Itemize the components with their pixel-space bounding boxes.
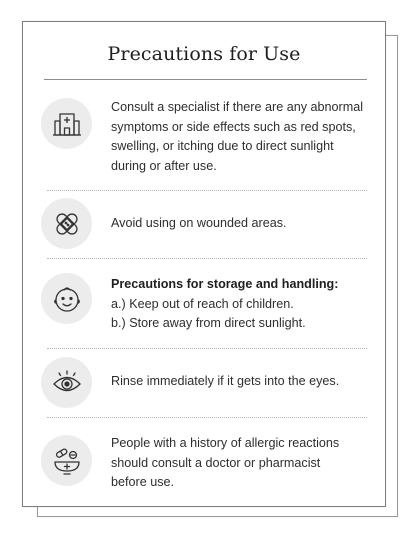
precaution-text: Precautions for storage and handling: a.) Keep out of reach of children. b.) Store away from direct sunlight. [111, 275, 373, 334]
item-divider [47, 258, 367, 259]
item-divider [47, 348, 367, 349]
pills-bowl-icon [41, 435, 92, 486]
item-divider [47, 417, 367, 418]
precaution-text: Rinse immediately if it gets into the eyes. [111, 374, 340, 388]
storage-heading: Precautions for storage and handling: [111, 277, 339, 291]
title-divider [44, 79, 367, 80]
card-title: Precautions for Use [107, 43, 301, 65]
precautions-card [22, 21, 386, 507]
precaution-text: Avoid using on wounded areas. [111, 216, 287, 230]
eye-icon [41, 357, 92, 408]
precaution-text: Consult a specialist if there are any abnormal symptoms or side effects such as red spots, swelling, or itching due to direct sunlight during or after use. [111, 100, 364, 173]
hospital-icon [41, 98, 92, 149]
baby-face-icon [41, 273, 92, 324]
bandage-icon [41, 198, 92, 249]
item-divider [47, 190, 367, 191]
precaution-text: People with a history of allergic reactions should consult a doctor or pharmacist before use. [111, 436, 340, 489]
